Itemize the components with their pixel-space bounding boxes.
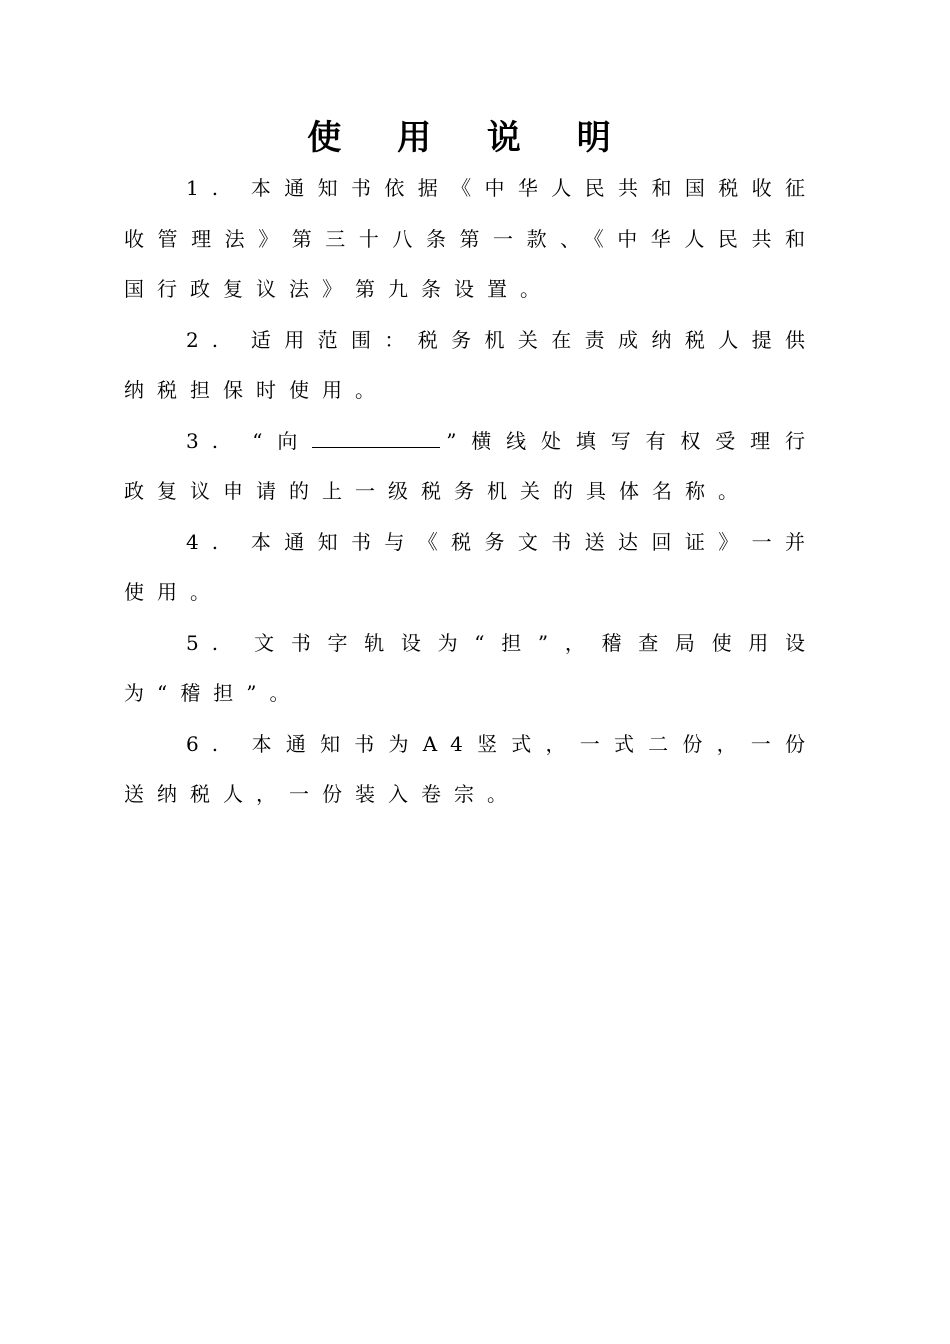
instruction-item-4: 4. 本通知书与《税务文书送达回证》一并使用。 (124, 529, 818, 604)
instructions-body (124, 163, 818, 820)
instruction-item-3-suffix: ”横线处填写有权受理行政复议申请的上一级税务机关的具体名称。 (124, 428, 818, 503)
instruction-item-3-prefix: 3. “向 (186, 428, 313, 453)
instruction-item-1: 1. 本通知书依据《中华人民共和国税收征收管理法》第三十八条第一款、《中华人民共和国行政复议法》第九条设置。 (124, 176, 818, 301)
instruction-item-3 (124, 416, 818, 517)
instruction-item-6: 6. 本通知书为A4竖式，一式二份，一份送纳税人，一份装入卷宗。 (124, 731, 818, 806)
page-title: 使 用 说 明 (307, 118, 633, 158)
blank-underline (312, 429, 440, 448)
instruction-item-5: 5. 文书字轨设为“担”，稽查局使用设为“稽担”。 (124, 630, 818, 705)
instruction-item-2: 2. 适用范围：税务机关在责成纳税人提供纳税担保时使用。 (124, 327, 818, 402)
